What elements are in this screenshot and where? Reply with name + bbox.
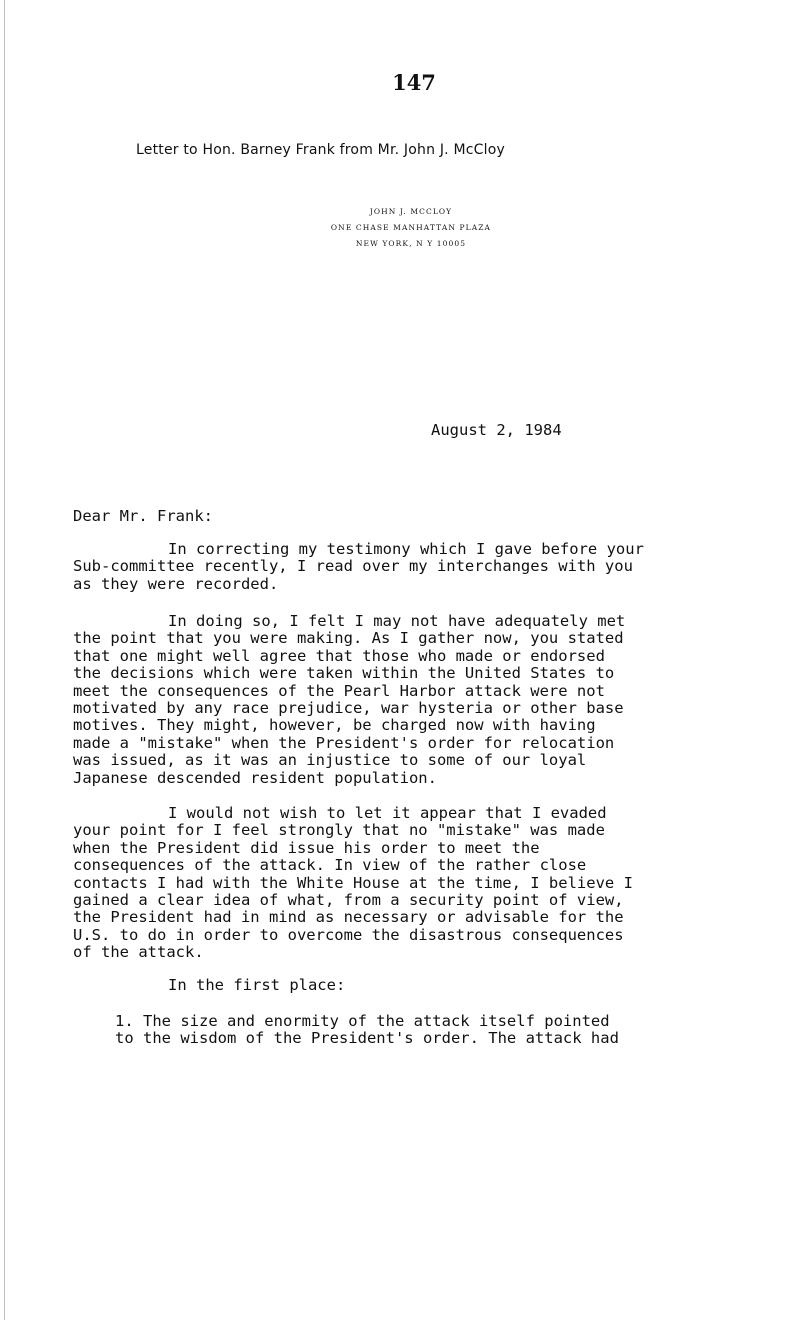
paragraph-line: In correcting my testimony which I gave before your <box>168 540 644 558</box>
page-edge-rule <box>4 0 5 1320</box>
paragraph-line: gained a clear idea of what, from a security point of view, <box>73 891 624 910</box>
list-item-line: to the wisdom of the President's order. The attack had <box>115 1029 619 1048</box>
paragraph-3 <box>73 805 633 962</box>
paragraph-line: meet the consequences of the Pearl Harbor attack were not <box>73 681 605 700</box>
letterhead <box>286 204 536 252</box>
paragraph-line: the President had in mind as necessary or advisable for the <box>73 908 624 927</box>
letterhead-name: JOHN J. MCCLOY <box>369 207 453 216</box>
paragraph-line: motives. They might, however, be charged now with having <box>73 716 596 735</box>
paragraph-line: In the first place: <box>168 976 346 994</box>
letter-date: August 2, 1984 <box>431 421 562 439</box>
paragraph-line: of the attack. <box>73 943 204 962</box>
paragraph-line: Sub-committee recently, I read over my interchanges with you <box>73 557 633 576</box>
paragraph-line: Japanese descended resident population. <box>73 768 437 787</box>
paragraph-4 <box>168 977 345 994</box>
page-number: 147 <box>392 70 436 95</box>
paragraph-line: motivated by any race prejudice, war hysteria or other base <box>73 699 624 718</box>
paragraph-line: U.S. to do in order to overcome the disastrous consequences <box>73 925 624 944</box>
paragraph-line: when the President did issue his order to meet the <box>73 838 540 857</box>
paragraph-line: the point that you were making. As I gather now, you stated <box>73 629 624 648</box>
paragraph-2 <box>73 613 625 787</box>
paragraph-line: your point for I feel strongly that no "mistake" was made <box>73 821 605 840</box>
paragraph-line: I would not wish to let it appear that I evaded <box>168 804 607 822</box>
paragraph-line: as they were recorded. <box>73 574 279 593</box>
paragraph-line: the decisions which were taken within the United States to <box>73 664 615 683</box>
salutation: Dear Mr. Frank: <box>73 507 213 525</box>
numbered-item-1 <box>115 1013 619 1048</box>
paragraph-line: was issued, as it was an injustice to some of our loyal <box>73 751 587 770</box>
paragraph-line: contacts I had with the White House at the time, I believe I <box>73 873 633 892</box>
letterhead-address-line-1: ONE CHASE MANHATTAN PLAZA <box>330 223 492 232</box>
paragraph-line: made a "mistake" when the President's order for relocation <box>73 733 615 752</box>
paragraph-1 <box>73 541 644 593</box>
document-title: Letter to Hon. Barney Frank from Mr. John J. McCloy <box>136 142 505 158</box>
paragraph-line: In doing so, I felt I may not have adequately met <box>168 612 626 630</box>
paragraph-line: consequences of the attack. In view of the rather close <box>73 856 587 875</box>
letterhead-address-line-2: NEW YORK, N Y 10005 <box>355 239 467 248</box>
paragraph-line: that one might well agree that those who made or endorsed <box>73 646 605 665</box>
list-item-line: 1. The size and enormity of the attack itself pointed <box>115 1012 610 1030</box>
